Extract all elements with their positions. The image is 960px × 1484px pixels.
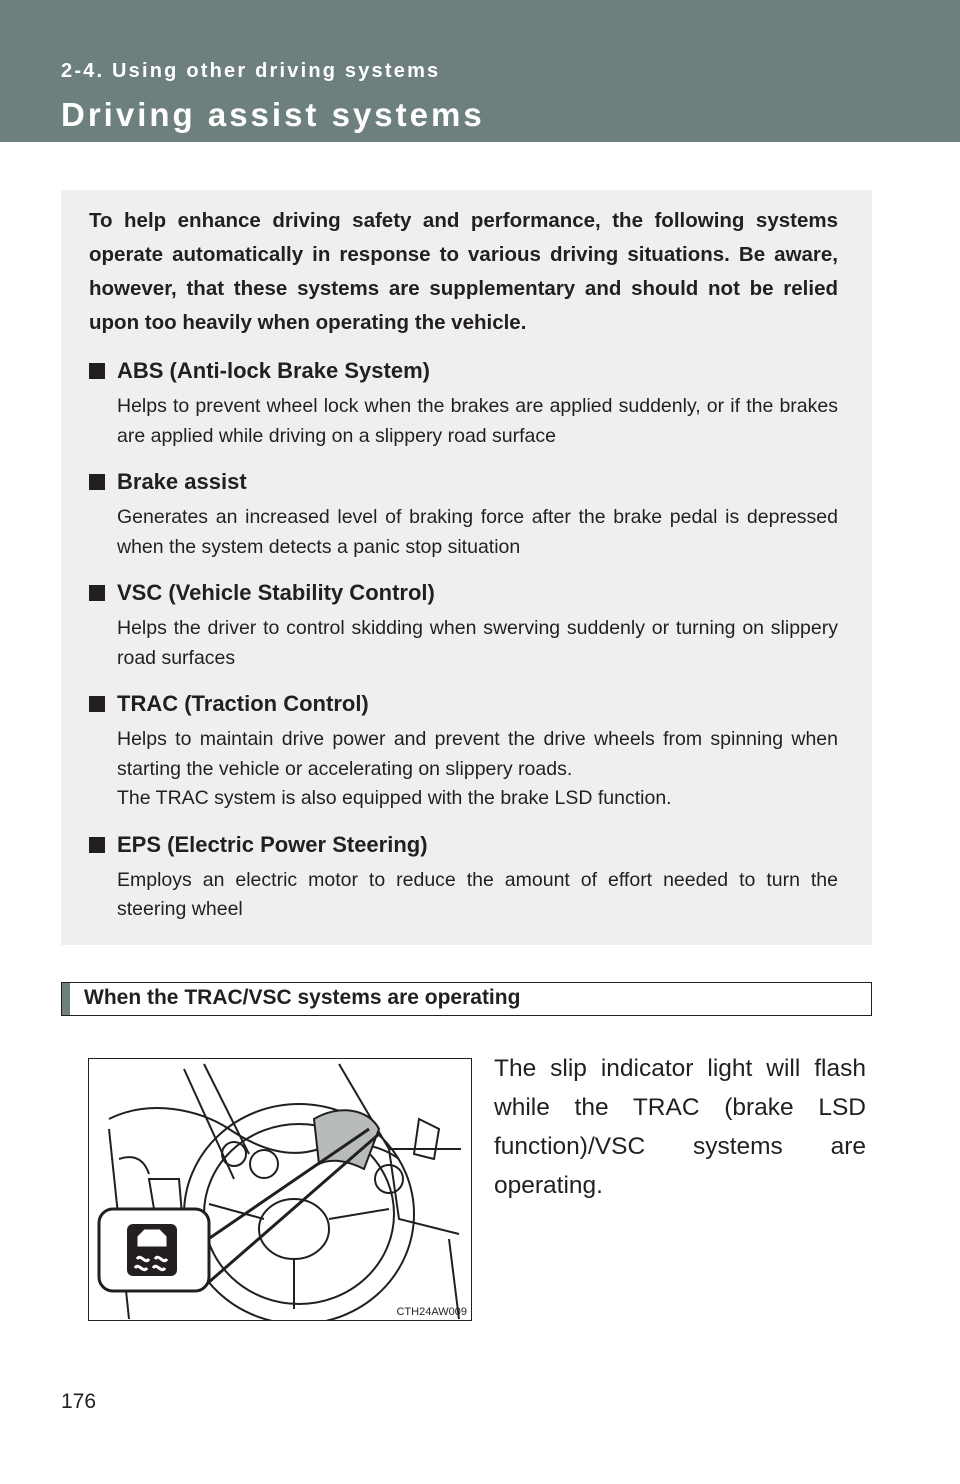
section-body-note: The TRAC system is also equipped with the brake LSD function.: [117, 787, 672, 809]
section-body: Helps the driver to control skidding when swerving suddenly or turning on slippery road surfaces: [117, 617, 838, 669]
section-body: Employs an electric motor to reduce the amount of effort needed to turn the steering wheel: [117, 868, 838, 920]
dashboard-illustration: [88, 1058, 472, 1321]
section-trac: [89, 689, 838, 814]
section-title: ABS (Anti-lock Brake System): [89, 356, 838, 386]
section-title: Brake assist: [89, 467, 838, 497]
steering-wheel-drawing: [89, 1059, 471, 1320]
figure-code: CTH24AW009: [396, 1306, 467, 1318]
intro-text: To help enhance driving safety and performance, the following systems operate automatically in response to various driving situations. Be aware, however, that these systems are supplementary and should not be relied upon too heavily when operating the vehicle.: [89, 209, 838, 334]
section-vsc: [89, 578, 838, 673]
subsection-heading: When the TRAC/VSC systems are operating: [61, 982, 872, 1016]
bullet-square-icon: [89, 837, 105, 853]
section-heading: 2-4. Using other driving systems: [61, 60, 441, 82]
bullet-square-icon: [89, 585, 105, 601]
bullet-square-icon: [89, 474, 105, 490]
section-brake-assist: [89, 467, 838, 562]
heading-accent: [62, 983, 70, 1015]
bullet-square-icon: [89, 363, 105, 379]
section-body: Generates an increased level of braking force after the brake pedal is depressed when the system detects a panic stop situation: [117, 506, 838, 558]
section-title: EPS (Electric Power Steering): [89, 830, 838, 860]
section-body: Helps to prevent wheel lock when the brakes are applied suddenly, or if the brakes are applied while driving on a slippery road surface: [117, 395, 838, 447]
page-header: [0, 0, 960, 142]
page-title: Driving assist systems: [61, 96, 485, 133]
section-body: Helps to maintain drive power and prevent the drive wheels from spinning when starting the vehicle or accelerating on slippery roads.: [117, 728, 838, 780]
subsection-text: The slip indicator light will flash while the TRAC (brake LSD function)/VSC systems are operating.: [494, 1055, 866, 1199]
info-box: [61, 190, 872, 945]
section-abs: [89, 356, 838, 451]
section-eps: [89, 830, 838, 925]
bullet-square-icon: [89, 696, 105, 712]
page-number: 176: [61, 1390, 97, 1413]
section-title: VSC (Vehicle Stability Control): [89, 578, 838, 608]
section-title: TRAC (Traction Control): [89, 689, 838, 719]
